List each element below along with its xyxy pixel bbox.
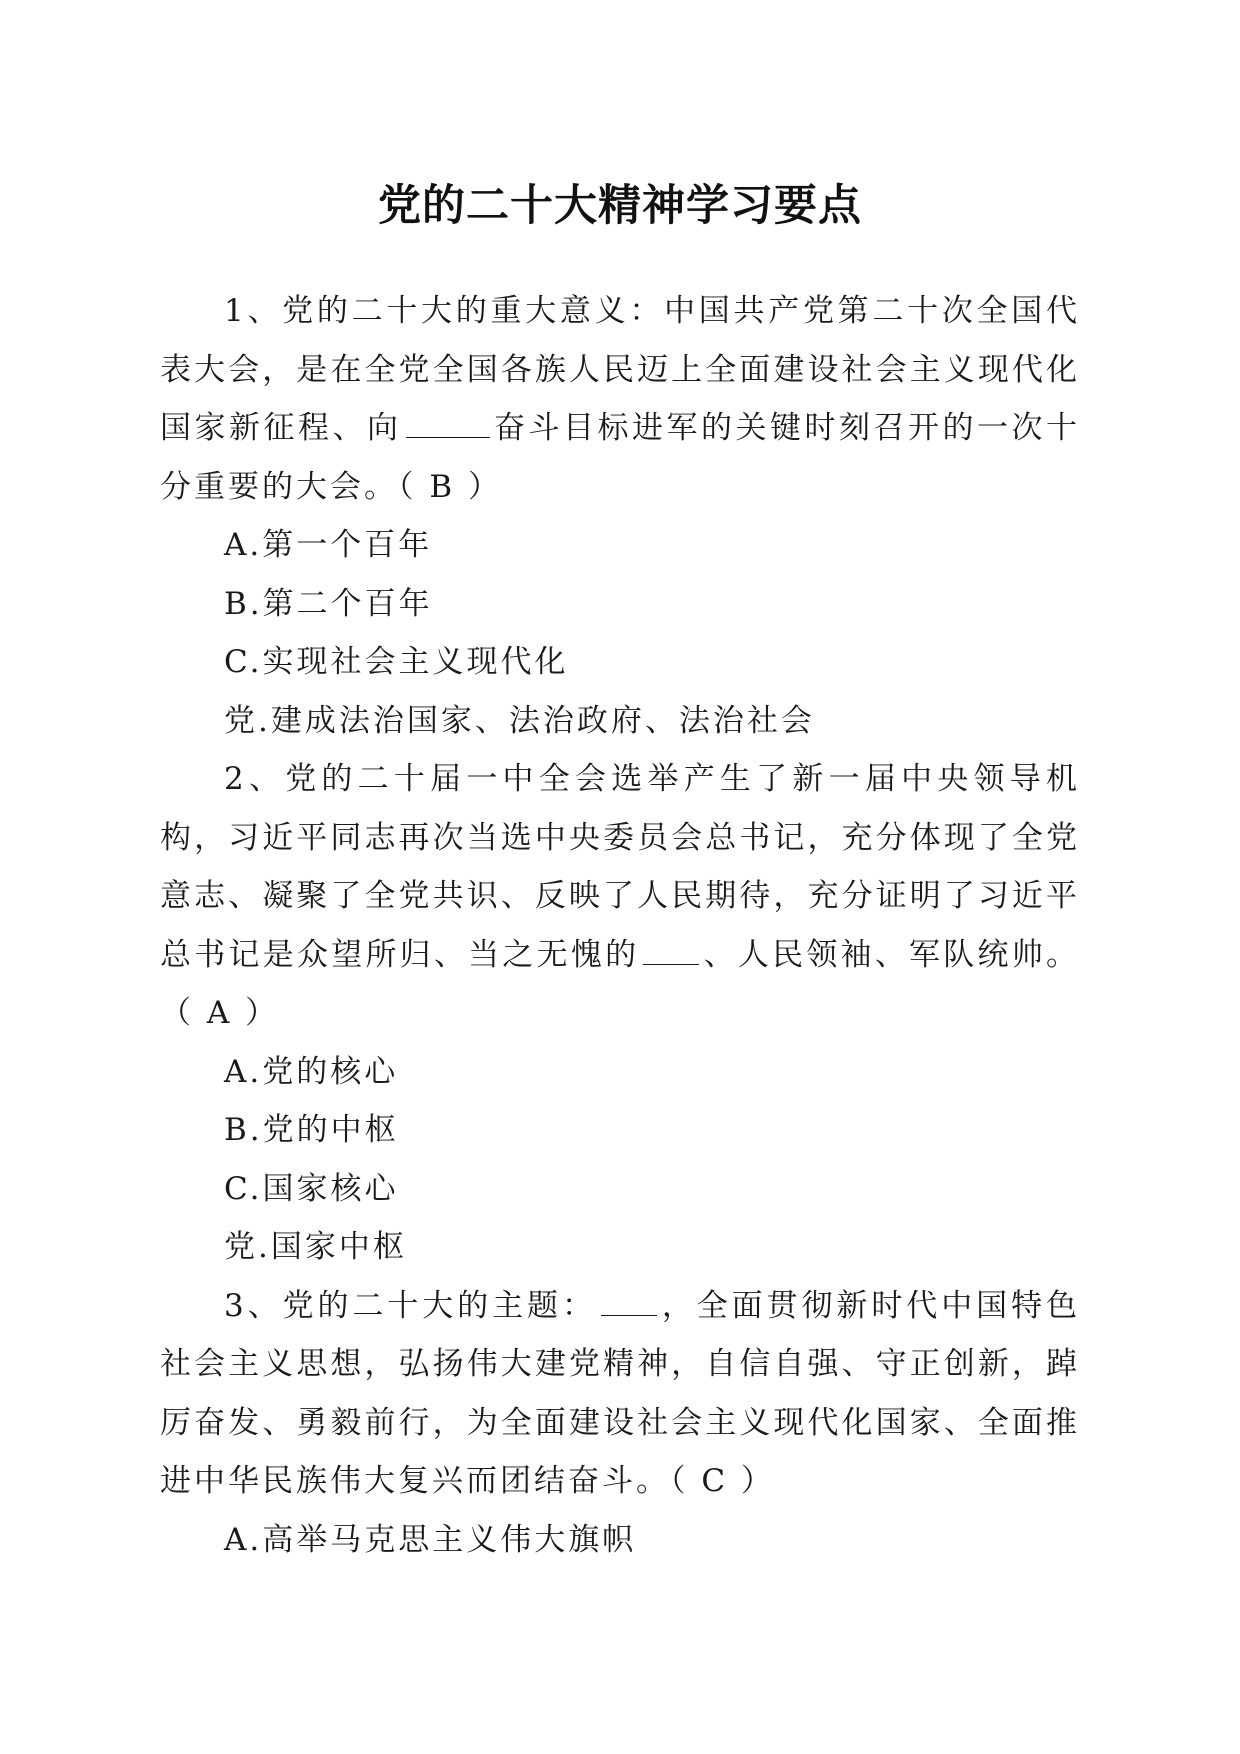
question-2-option-d: 党.国家中枢	[224, 1229, 407, 1265]
question-2-number: 2、	[224, 761, 286, 797]
question-2-text	[160, 750, 1080, 1043]
question-2-stem-after: 、人民领袖、军队统帅。（ A ）	[160, 936, 1080, 1031]
question-3-number: 3、	[224, 1287, 283, 1324]
question-3-stem-before: 党的二十大的主题：	[282, 1287, 597, 1324]
question-1-text	[160, 282, 1080, 516]
question-3-option-a: A.高举马克思主义伟大旗帜	[224, 1521, 637, 1558]
question-1-stem-before: 党的二十大的重大意义：中国共产党第二十次全国代表大会，是在全党全国各族人民迈上全面建设社会主义现代化国家新征程、向	[160, 293, 1080, 446]
question-1-option-c: C.实现社会主义现代化	[224, 644, 569, 680]
question-3-blank	[601, 1285, 657, 1316]
question-3-text	[160, 1277, 1080, 1511]
document-title: 党的二十大精神学习要点	[378, 181, 862, 231]
document-body	[160, 282, 1080, 1569]
question-2-option-c: C.国家核心	[224, 1170, 399, 1207]
question-2-blank	[643, 934, 699, 965]
question-1-option-d: 党.建成法治国家、法治政府、法治社会	[224, 702, 815, 739]
question-1-option-b: B.第二个百年	[224, 585, 433, 622]
question-1-stem-after: 奋斗目标进军的关键时刻召开的一次十分重要的大会。（ B ）	[160, 410, 1080, 505]
question-3-stem-after: ，全面贯彻新时代中国特色社会主义思想，弘扬伟大建党精神，自信自强、守正创新，踔厉奋发、勇毅前行，为全面建设社会主义现代化国家、全面推进中华民族伟大复兴而团结奋斗。（ C ）	[160, 1287, 1081, 1499]
question-1-option-a: A.第一个百年	[224, 527, 433, 563]
question-2-option-a: A.党的核心	[224, 1053, 399, 1090]
question-1-number: 1、	[224, 293, 283, 329]
question-2-stem-before: 党的二十届一中全会选举产生了新一届中央领导机构，习近平同志再次当选中央委员会总书记，充分体现了全党意志、凝聚了全党共识、反映了人民期待，充分证明了习近平总书记是众望所归、当之无愧的	[160, 761, 1080, 973]
question-2-option-b: B.党的中枢	[224, 1112, 399, 1148]
question-1-blank	[406, 407, 490, 438]
